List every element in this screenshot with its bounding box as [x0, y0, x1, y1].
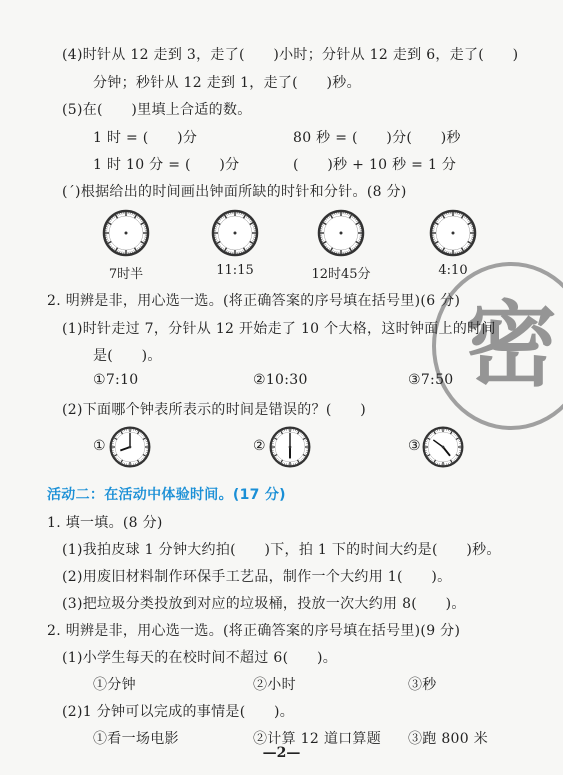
q4-line1: (4)时针从 12 走到 3，走了( )小时；分针从 12 走到 6，走了( ) — [62, 47, 519, 63]
option-3: ③7:50 — [408, 372, 454, 388]
part2-q1-line1: (1)时针走过 7，分针从 12 开始走了 10 个大格，这时钟面上的时间 — [62, 321, 496, 337]
choose-q2: (2)1 分钟可以完成的事情是( )。 — [62, 704, 295, 720]
part2-q1-line2: 是( )。 — [93, 348, 162, 364]
clock-face-2 — [210, 208, 260, 258]
choose-q2-opt3: ③跑 800 米 — [408, 731, 489, 747]
clock-caption-2: 11:15 — [216, 263, 254, 278]
clock-option-label-3: ③ — [408, 438, 421, 454]
choose-q1-opt2: ②小时 — [253, 677, 296, 693]
fill-q2: (2)用废旧材料制作环保手工艺品，制作一个大约用 1( )。 — [62, 569, 452, 585]
fill-title: 1. 填一填。(8 分) — [47, 515, 163, 531]
fill-q3: (3)把垃圾分类投放到对应的垃圾桶，投放一次大约用 8( )。 — [62, 596, 466, 612]
clock-face-4 — [428, 208, 478, 258]
clock-caption-1: 7时半 — [108, 267, 144, 282]
choose-title: 2. 明辨是非，用心选一选。(将正确答案的序号填在括号里)(9 分) — [47, 623, 461, 639]
page-number: —2— — [262, 745, 301, 761]
clock-option-label-1: ① — [93, 438, 106, 454]
seal-stamp: 密 — [432, 262, 563, 430]
q5-a: 1 时 = ( )分 — [93, 130, 198, 146]
choose-q1-opt1: ①分钟 — [93, 677, 136, 693]
clock-face-3 — [316, 208, 366, 258]
part2-title: 2. 明辨是非，用心选一选。(将正确答案的序号填在括号里)(6 分) — [47, 293, 461, 309]
q6-title: (ˊ)根据给出的时间画出钟面所缺的时针和分针。(8 分) — [62, 184, 407, 200]
option-1: ①7:10 — [93, 372, 139, 388]
fill-q1: (1)我拍皮球 1 分钟大约拍( )下，拍 1 下的时间大约是( )秒。 — [62, 542, 501, 558]
choose-q1: (1)小学生每天的在校时间不超过 6( )。 — [62, 650, 338, 666]
part2-q2-title: (2)下面哪个钟表所表示的时间是错误的？( ) — [62, 402, 366, 418]
clock-option-1 — [108, 425, 152, 469]
choose-q2-opt1: ①看一场电影 — [93, 731, 179, 747]
clock-face-1 — [101, 208, 151, 258]
q5-c: 1 时 10 分 = ( )分 — [93, 157, 240, 173]
clock-option-3 — [421, 425, 465, 469]
clock-option-2 — [268, 425, 312, 469]
option-2: ②10:30 — [253, 372, 308, 388]
clock-caption-4: 4:10 — [438, 263, 468, 278]
choose-q1-opt3: ③秒 — [408, 677, 437, 693]
choose-q2-opt2: ②计算 12 道口算题 — [253, 731, 382, 747]
q5-d: ( )秒 + 10 秒 = 1 分 — [293, 157, 457, 173]
q5-b: 80 秒 = ( )分( )秒 — [293, 130, 461, 146]
clock-caption-3: 12时45分 — [311, 267, 371, 282]
q4-line2: 分钟；秒针从 12 走到 1，走了( )秒。 — [93, 75, 361, 91]
q5-title: (5)在( )里填上合适的数。 — [62, 102, 252, 118]
activity2-heading: 活动二：在活动中体验时间。(17 分) — [47, 487, 286, 503]
clock-option-label-2: ② — [253, 438, 266, 454]
